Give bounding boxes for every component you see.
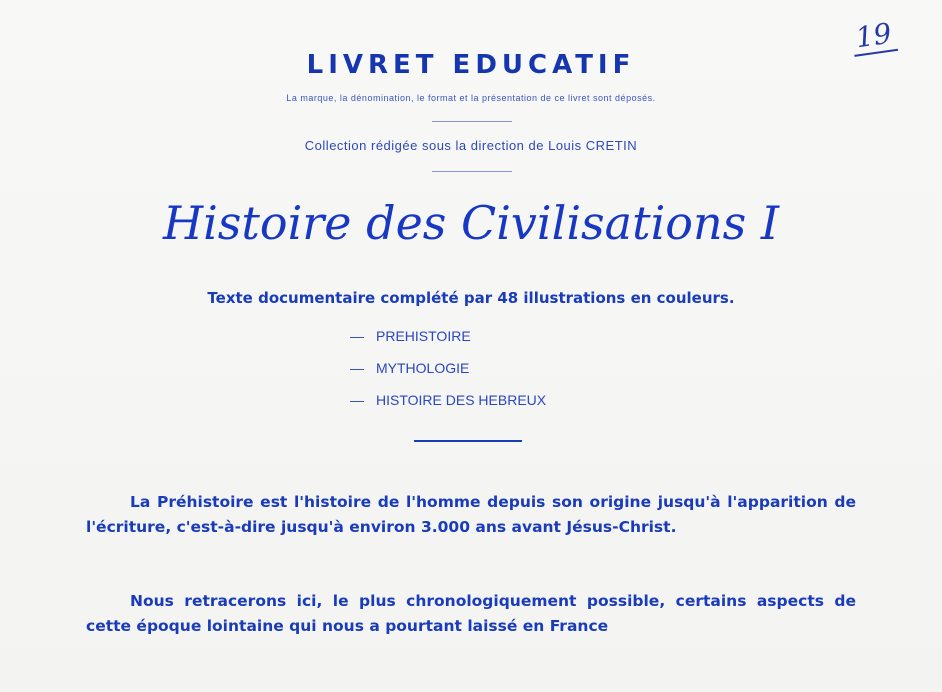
topic-list [350, 326, 546, 422]
topic-label: PREHISTOIRE [376, 328, 471, 344]
subtitle: Texte documentaire complété par 48 illustrations en couleurs. [207, 289, 735, 307]
topic-item [350, 358, 546, 390]
collection-credit: Collection rédigée sous la direction de Louis CRETIN [304, 138, 638, 153]
topic-label: MYTHOLOGIE [376, 360, 470, 376]
body-paragraph: La Préhistoire est l'histoire de l'homme depuis son origine jusqu'à l'apparition de l'écriture, c'est-à-dire jusqu'à environ 3.000 ans avant Jésus-Christ. [86, 493, 856, 536]
body-paragraph: Nous retracerons ici, le plus chronologiquement possible, certains aspects de cette époque lointaine qui nous a pourtant laissé en France [86, 592, 856, 635]
topic-item [350, 326, 546, 358]
brand-title: LIVRET EDUCATIF [306, 50, 636, 80]
topic-dash: — [350, 328, 364, 344]
main-title: Histoire des Civilisations I [162, 196, 780, 250]
topic-dash: — [350, 392, 364, 408]
topic-item [350, 390, 546, 422]
handwritten-page-number: 19 [850, 17, 898, 57]
section-rule [414, 440, 522, 442]
topic-label: HISTOIRE DES HEBREUX [376, 392, 547, 408]
topic-dash: — [350, 360, 364, 376]
legal-note: La marque, la dénomination, le format et la présentation de ce livret sont déposés. [286, 93, 656, 103]
separator-line [432, 171, 512, 172]
separator-line [432, 121, 512, 122]
